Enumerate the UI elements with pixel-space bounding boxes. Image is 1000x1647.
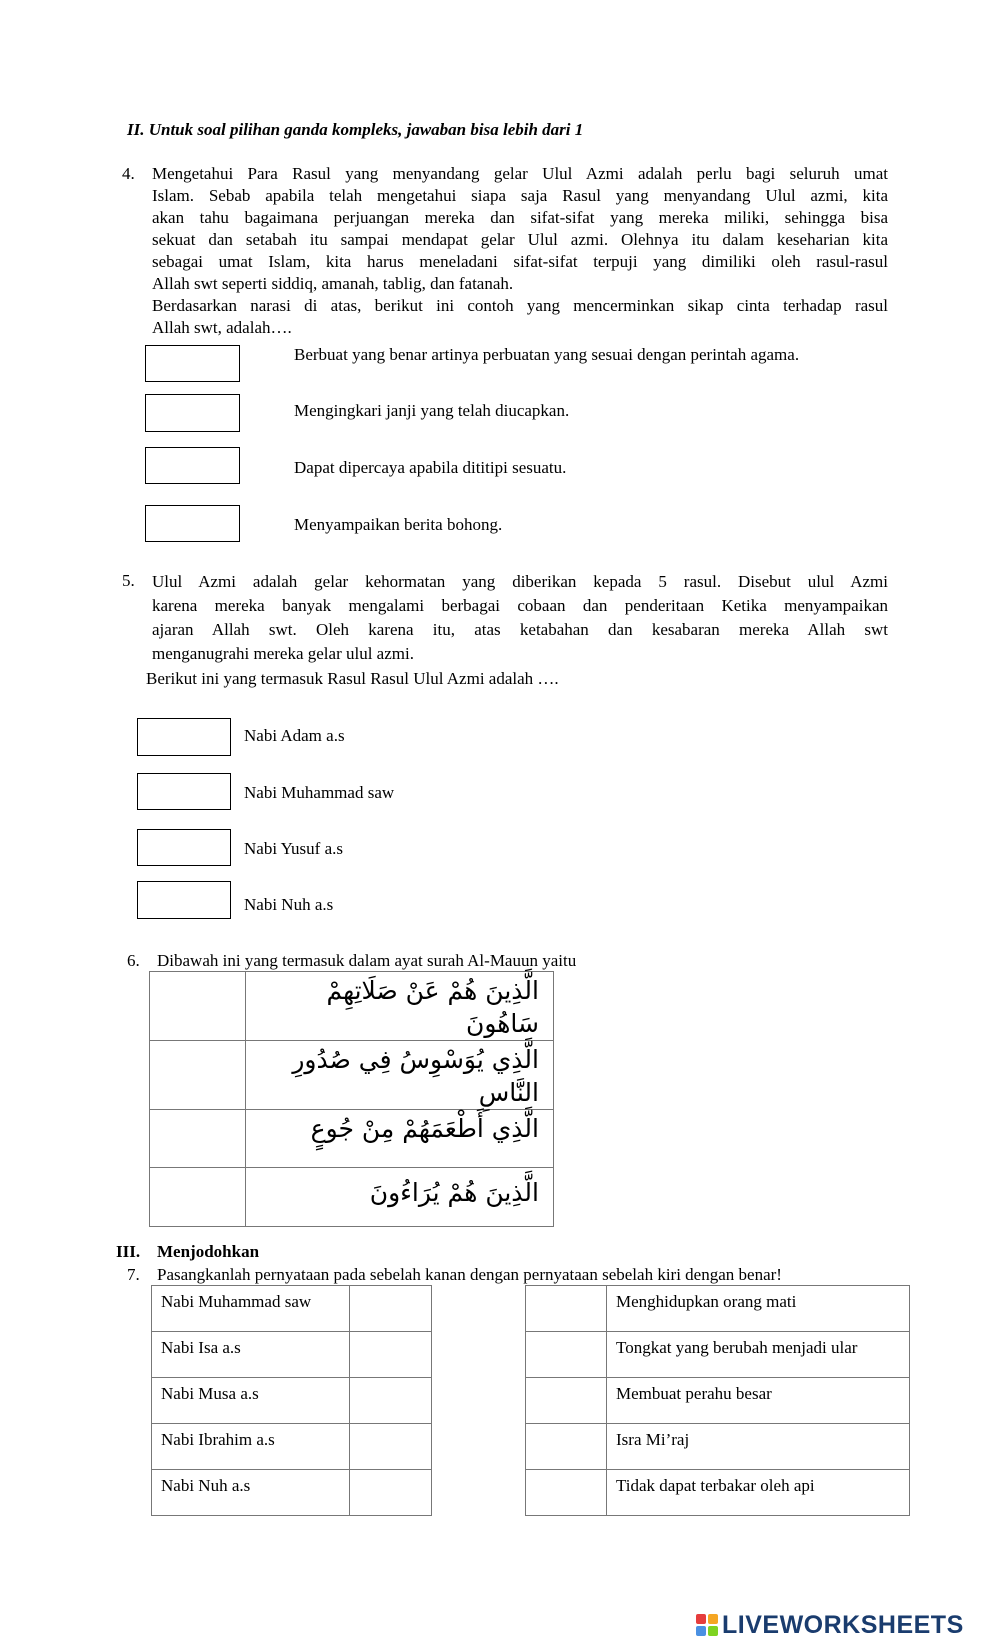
q7-right-item-5: Tidak dapat terbakar oleh api [607, 1470, 910, 1516]
liveworksheets-logo-text: LIVEWORKSHEETS [722, 1611, 964, 1639]
q4-line: Mengetahui Para Rasul yang menyandang gelar Ulul Azmi adalah perlu bagi seluruh umat [152, 164, 888, 183]
q6-option-2: الَّذِي يُوَسْوِسُ فِي صُدُورِ النَّاسِ [246, 1041, 554, 1110]
q6-answer-cell-4[interactable] [150, 1168, 246, 1227]
q7-right-slot-1[interactable] [526, 1286, 607, 1332]
section-3-heading: Menjodohkan [157, 1242, 260, 1261]
q7-right-slot-4[interactable] [526, 1424, 607, 1470]
q7-left-table [151, 1285, 432, 1516]
q5-option-2: Nabi Muhammad saw [244, 783, 395, 802]
q6-option-1: الَّذِينَ هُمْ عَنْ صَلَاتِهِمْ سَاهُونَ [246, 972, 554, 1041]
q7-left-slot-5[interactable] [350, 1470, 432, 1516]
q6-option-4: الَّذِينَ هُمْ يُرَاءُونَ [246, 1168, 554, 1227]
q4-line: Islam. Sebab apabila telah mengetahui siapa saja Rasul yang menyandang Ulul azmi, kita [152, 186, 888, 205]
q5-line: ajaran Allah swt. Oleh karena itu, atas ketabahan dan kesabaran mereka Allah swt [152, 620, 888, 639]
q7-left-item-2: Nabi Isa a.s [152, 1332, 350, 1378]
q6-answer-cell-1[interactable] [150, 972, 246, 1041]
q5-answer-box-1[interactable] [137, 718, 231, 756]
q6-answer-cell-3[interactable] [150, 1110, 246, 1168]
q6-option-3: الَّذِي أَطْعَمَهُمْ مِنْ جُوعٍ [246, 1110, 554, 1168]
q5-prompt: Berikut ini yang termasuk Rasul Rasul Ulul Azmi adalah …. [146, 669, 559, 688]
q5-number: 5. [122, 571, 135, 590]
q7-left-item-4: Nabi Ibrahim a.s [152, 1424, 350, 1470]
q5-line: karena mereka banyak mengalami berbagai cobaan dan penderitaan Ketika menyampaikan [152, 596, 888, 615]
q6-options-table [149, 971, 554, 1227]
q7-left-item-3: Nabi Musa a.s [152, 1378, 350, 1424]
q7-number: 7. [127, 1265, 140, 1284]
q4-line: Berdasarkan narasi di atas, berikut ini contoh yang mencerminkan sikap cinta terhadap rasul [152, 296, 888, 315]
q7-right-slot-3[interactable] [526, 1378, 607, 1424]
q5-option-1: Nabi Adam a.s [244, 726, 345, 745]
q4-answer-box-4[interactable] [145, 505, 240, 542]
q4-line: Allah swt, adalah…. [152, 318, 292, 337]
q5-answer-box-2[interactable] [137, 773, 231, 810]
q5-text [152, 570, 888, 666]
q7-right-slot-5[interactable] [526, 1470, 607, 1516]
q7-right-item-1: Menghidupkan orang mati [607, 1286, 910, 1332]
q4-line: akan tahu bagaimana perjuangan mereka dan sifat-sifat yang mereka miliki, sehingga bisa [152, 208, 888, 227]
q4-option-4: Menyampaikan berita bohong. [294, 515, 503, 534]
q4-line: sebagai umat Islam, kita harus meneladani sifat-sifat terpuji yang dimiliki oleh rasul-rasul [152, 252, 888, 271]
q4-number: 4. [122, 164, 135, 183]
q7-left-slot-3[interactable] [350, 1378, 432, 1424]
q6-answer-cell-2[interactable] [150, 1041, 246, 1110]
q4-option-3: Dapat dipercaya apabila dititipi sesuatu. [294, 458, 567, 477]
q5-option-3: Nabi Yusuf a.s [244, 839, 343, 858]
q5-line: Ulul Azmi adalah gelar kehormatan yang diberikan kepada 5 rasul. Disebut ulul Azmi [152, 572, 888, 591]
q7-right-item-4: Isra Mi’raj [607, 1424, 910, 1470]
section-3-numeral: III. [116, 1242, 141, 1261]
q4-answer-box-2[interactable] [145, 394, 240, 432]
q4-answer-box-1[interactable] [145, 345, 240, 382]
liveworksheets-logo-icon [696, 1614, 718, 1636]
q7-left-slot-2[interactable] [350, 1332, 432, 1378]
q5-answer-box-4[interactable] [137, 881, 231, 919]
q7-left-slot-4[interactable] [350, 1424, 432, 1470]
q7-left-item-5: Nabi Nuh a.s [152, 1470, 350, 1516]
q6-number: 6. [127, 951, 140, 970]
q7-right-slot-2[interactable] [526, 1332, 607, 1378]
q4-option-2: Mengingkari janji yang telah diucapkan. [294, 401, 570, 420]
q4-answer-box-3[interactable] [145, 447, 240, 484]
q7-right-table [525, 1285, 910, 1516]
q4-line: sekuat dan setabah itu sampai mendapat gelar Ulul azmi. Olehnya itu dalam keseharian kita [152, 230, 888, 249]
q7-left-slot-1[interactable] [350, 1286, 432, 1332]
q4-option-1: Berbuat yang benar artinya perbuatan yang sesuai dengan perintah agama. [294, 345, 800, 364]
q5-option-4: Nabi Nuh a.s [244, 895, 334, 914]
q5-answer-box-3[interactable] [137, 829, 231, 866]
q4-text [152, 163, 888, 339]
q7-right-item-2: Tongkat yang berubah menjadi ular [607, 1332, 910, 1378]
q4-line: Allah swt seperti siddiq, amanah, tablig, dan fatanah. [152, 274, 514, 293]
q7-right-item-3: Membuat perahu besar [607, 1378, 910, 1424]
q6-prompt: Dibawah ini yang termasuk dalam ayat surah Al-Mauun yaitu [157, 951, 577, 970]
q7-left-item-1: Nabi Muhammad saw [152, 1286, 350, 1332]
q5-line: menganugrahi mereka gelar ulul azmi. [152, 644, 414, 663]
q7-prompt: Pasangkanlah pernyataan pada sebelah kanan dengan pernyataan sebelah kiri dengan benar! [157, 1265, 782, 1284]
section-2-heading: II. Untuk soal pilihan ganda kompleks, jawaban bisa lebih dari 1 [127, 120, 584, 139]
